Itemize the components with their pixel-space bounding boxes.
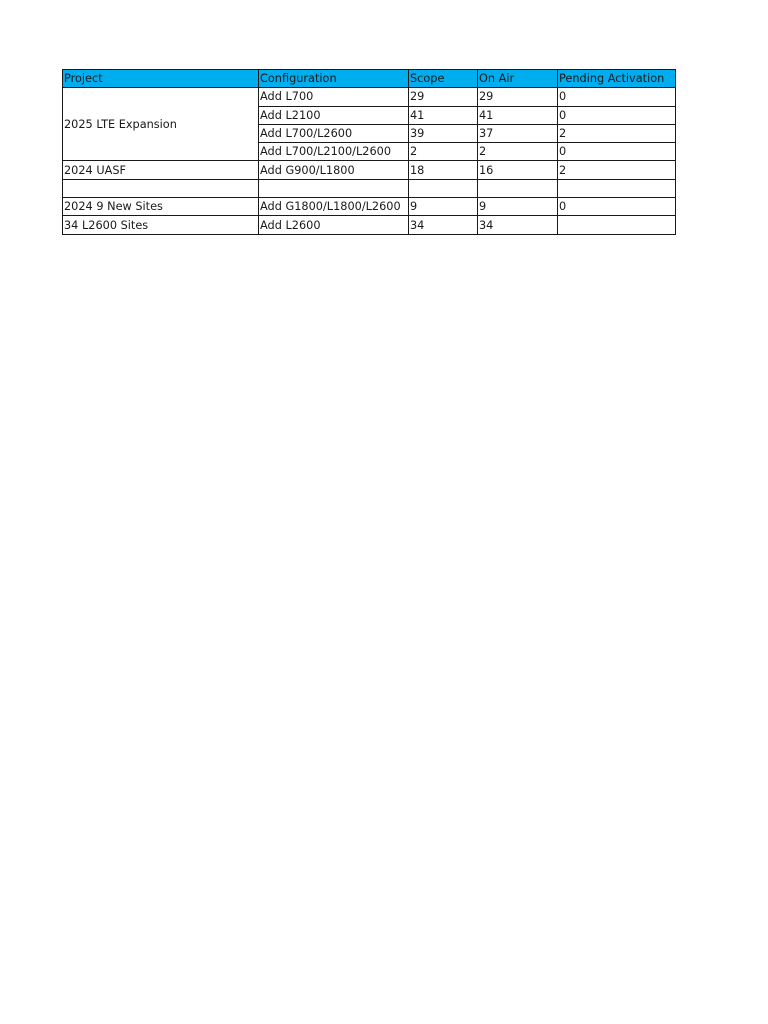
header-configuration[interactable]: Configuration — [259, 70, 409, 88]
header-row — [63, 70, 676, 88]
project-cell[interactable]: 2024 9 New Sites — [63, 198, 259, 216]
header-on-air[interactable]: On Air — [478, 70, 558, 88]
scope-cell[interactable]: 29 — [409, 88, 478, 106]
project-cell[interactable]: 34 L2600 Sites — [63, 216, 259, 234]
on-air-cell[interactable]: 9 — [478, 198, 558, 216]
configuration-cell[interactable] — [259, 179, 409, 197]
header-scope[interactable]: Scope — [409, 70, 478, 88]
pending-cell[interactable]: 0 — [558, 198, 676, 216]
empty-row — [63, 179, 676, 197]
configuration-cell[interactable]: Add L2100 — [259, 106, 409, 124]
configuration-cell[interactable]: Add L700/L2100/L2600 — [259, 143, 409, 161]
project-cell[interactable]: 2024 UASF — [63, 161, 259, 179]
project-cell[interactable] — [63, 179, 259, 197]
scope-cell[interactable]: 34 — [409, 216, 478, 234]
table-row — [63, 216, 676, 234]
project-status-table — [62, 69, 676, 235]
configuration-cell[interactable]: Add L700 — [259, 88, 409, 106]
scope-cell[interactable]: 9 — [409, 198, 478, 216]
configuration-cell[interactable]: Add G900/L1800 — [259, 161, 409, 179]
on-air-cell[interactable]: 41 — [478, 106, 558, 124]
scope-cell[interactable]: 2 — [409, 143, 478, 161]
project-cell[interactable]: 2025 LTE Expansion — [63, 88, 259, 161]
table-row — [63, 88, 676, 106]
pending-cell[interactable]: 0 — [558, 106, 676, 124]
configuration-cell[interactable]: Add L2600 — [259, 216, 409, 234]
on-air-cell[interactable]: 34 — [478, 216, 558, 234]
pending-cell[interactable] — [558, 179, 676, 197]
header-project[interactable]: Project — [63, 70, 259, 88]
header-pending-activation[interactable]: Pending Activation — [558, 70, 676, 88]
scope-cell[interactable] — [409, 179, 478, 197]
table-row — [63, 198, 676, 216]
scope-cell[interactable]: 41 — [409, 106, 478, 124]
pending-cell[interactable]: 0 — [558, 88, 676, 106]
scope-cell[interactable]: 39 — [409, 124, 478, 142]
pending-cell[interactable]: 2 — [558, 161, 676, 179]
on-air-cell[interactable]: 29 — [478, 88, 558, 106]
configuration-cell[interactable]: Add L700/L2600 — [259, 124, 409, 142]
on-air-cell[interactable] — [478, 179, 558, 197]
on-air-cell[interactable]: 16 — [478, 161, 558, 179]
configuration-cell[interactable]: Add G1800/L1800/L2600 — [259, 198, 409, 216]
on-air-cell[interactable]: 2 — [478, 143, 558, 161]
on-air-cell[interactable]: 37 — [478, 124, 558, 142]
scope-cell[interactable]: 18 — [409, 161, 478, 179]
pending-cell[interactable]: 0 — [558, 143, 676, 161]
pending-cell[interactable]: 2 — [558, 124, 676, 142]
table-row — [63, 161, 676, 179]
pending-cell[interactable] — [558, 216, 676, 234]
